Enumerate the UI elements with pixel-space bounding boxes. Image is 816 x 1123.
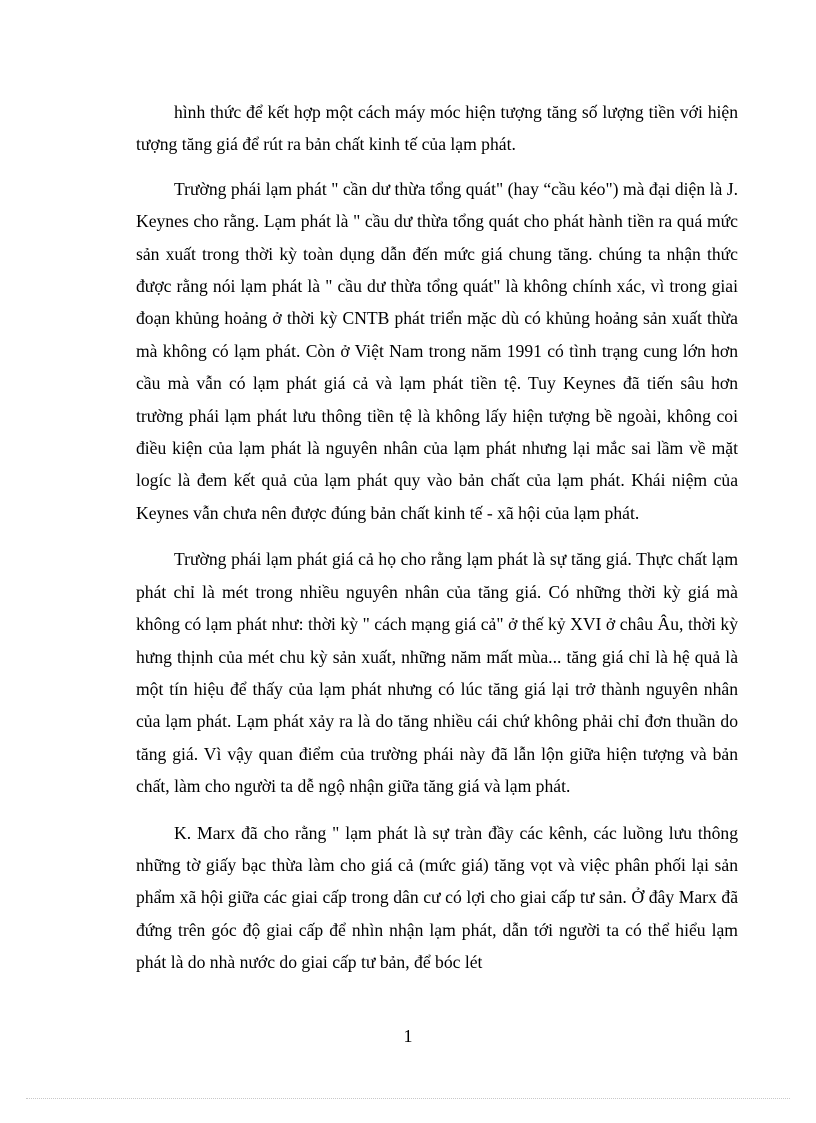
paragraph-continuation: hình thức để kết hợp một cách máy móc hiện tượng tăng số lượng tiền với hiện tượng tăng giá để rút ra bản chất kinh tế của lạm phát. xyxy=(136,102,738,155)
paragraph-marx: K. Marx đã cho rằng " lạm phát là sự tràn đầy các kênh, các luồng lưu thông những tờ giấy bạc thừa làm cho giá cả (mức giá) tăng vọt và việc phân phối lại sản phẩm xã hội giữa các giai cấp trong dân cư có lợi cho giai cấp tư sản. Ở đây Marx đã đứng trên góc độ giai cấp để nhìn nhận lạm phát, dẫn tới người ta có thể hiểu lạm phát là do nhà nước do giai cấp tư bản, để bóc lét xyxy=(136,822,738,973)
paragraph-keynes: Trường phái lạm phát " cần dư thừa tổng quát" (hay “cầu kéo") mà đại diện là J. Keynes cho rằng. Lạm phát là " cầu dư thừa tổng quát cho phát hành tiền ra quá mức sản xuất trong thời kỳ toàn dụng dẫn đến mức giá chung tăng. chúng ta nhận thức được rằng nói lạm phát là " cầu dư thừa tổng quát" là không chính xác, vì trong giai đoạn khủng hoảng ở thời kỳ CNTB phát triển mặc dù có khủng hoảng sản xuất thừa mà không có lạm phát. Còn ở Việt Nam trong năm 1991 có tình trạng cung lớn hơn cầu mà vẫn có lạm phát giá cả và lạm phát tiền tệ. Tuy Keynes đã tiến sâu hơn trường phái lạm phát lưu thông tiền tệ là không lấy hiện tượng bề ngoài, không coi điều kiện của lạm phát là nguyên nhân của lạm phát nhưng lại mắc sai lầm về mặt logíc là đem kết quả của lạm phát quy vào bản chất của lạm phát. Khái niệm của Keynes vẫn chưa nên được đúng bản chất kinh tế - xã hội của lạm phát. xyxy=(136,178,738,523)
page-number: 1 xyxy=(403,1026,413,1046)
document-body xyxy=(136,96,738,993)
paragraph-price-inflation: Trường phái lạm phát giá cả họ cho rằng lạm phát là sự tăng giá. Thực chất lạm phát chỉ là mét trong nhiều nguyên nhân của tăng giá. Có những thời kỳ giá mà không có lạm phát như: thời kỳ " cách mạng giá cả" ở thế kỷ XVI ở châu Âu, thời kỳ hưng thịnh của mét chu kỳ sản xuất, những năm mất mùa... tăng giá chỉ là hệ quả là một tín hiệu để thấy của lạm phát nhưng có lúc tăng giá lại trở thành nguyên nhân của lạm phát. Lạm phát xảy ra là do tăng nhiều cái chứ không phải chỉ đơn thuần do tăng giá. Vì vậy quan điểm của trường phái này đã lẫn lộn giữa hiện tượng và bản chất, làm cho người ta dễ ngộ nhận giữa tăng giá và lạm phát. xyxy=(136,549,738,797)
page-bottom-divider xyxy=(26,1098,790,1099)
